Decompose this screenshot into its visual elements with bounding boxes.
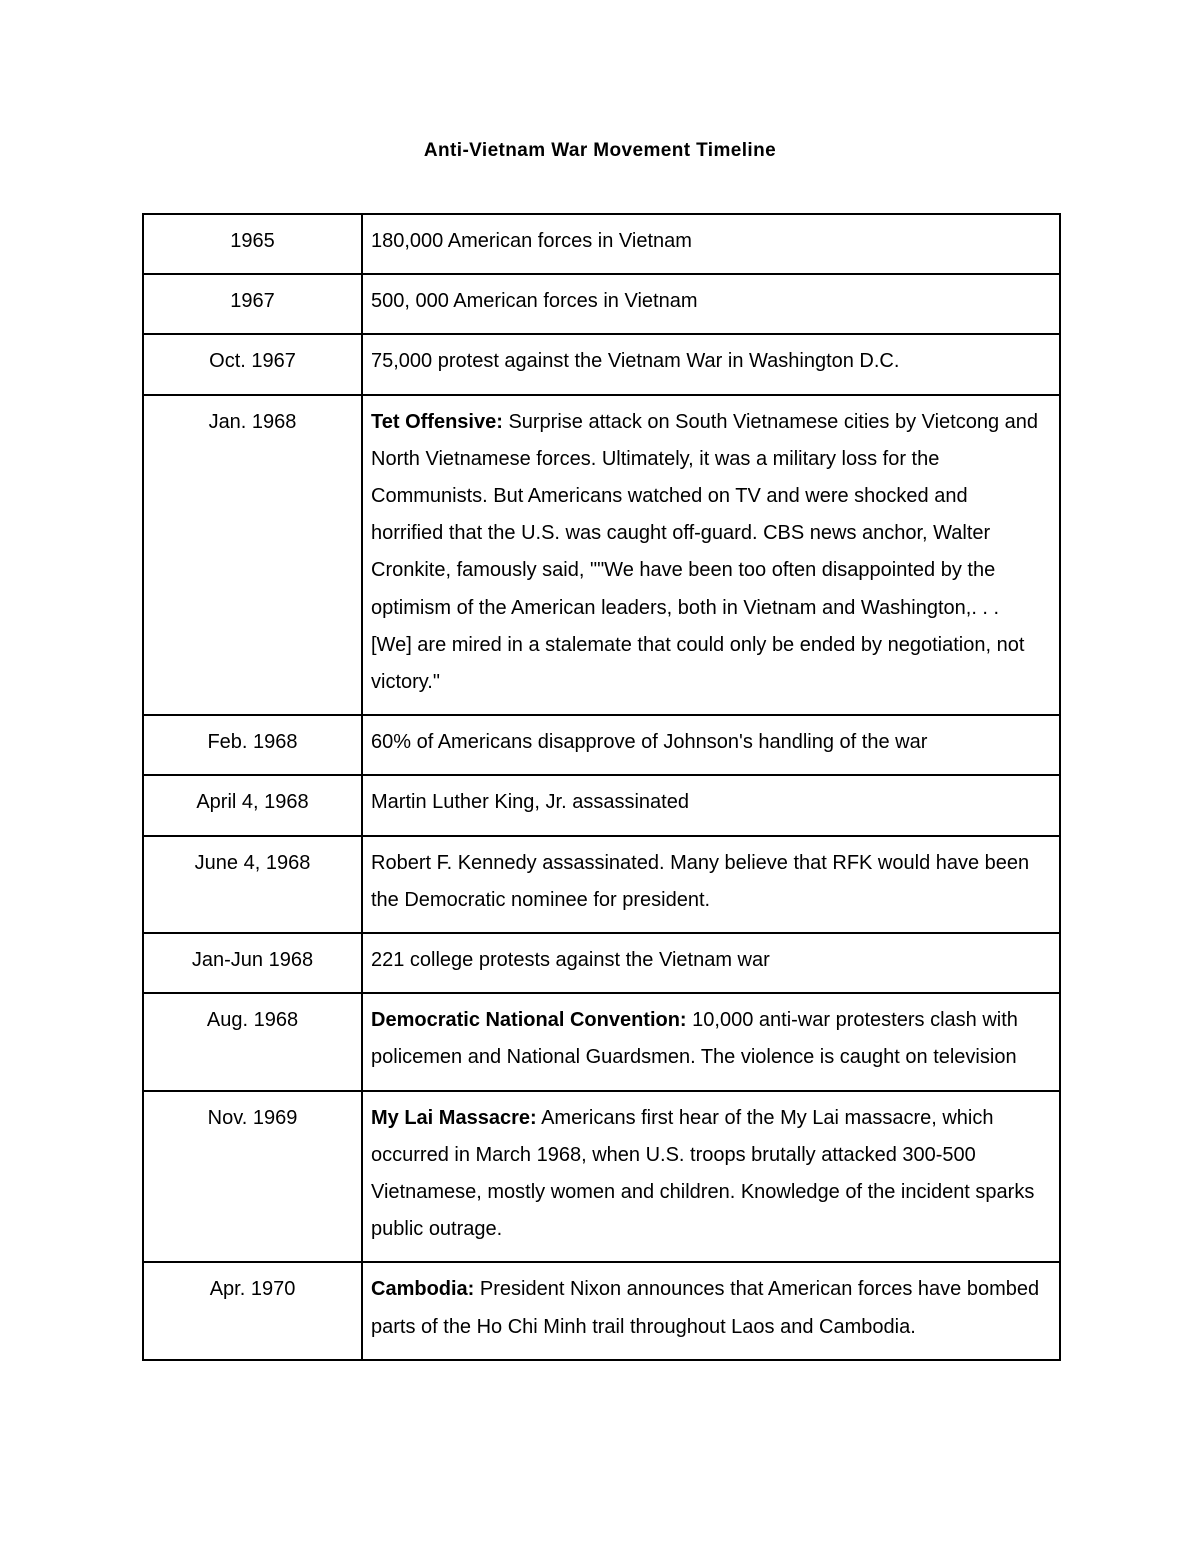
event-description: Americans first hear of the My Lai massacre, which occurred in March 1968, when U.S. troops brutally attacked 300-500 Vietnamese, mostly women and children. Knowledge of the incident sparks public outrage. [371,1106,1035,1241]
event-description: Surprise attack on South Vietnamese cities by Vietcong and North Vietnamese forces. Ultimately, it was a military loss for the Communists. But Americans watched on TV and were shocked and horrified that the U.S. was caught off-guard. CBS news anchor, Walter Cronkite, famously said, ""We have been too often disappointed by the optimism of the American leaders, both in Vietnam and Washington,. . . [We] are mired in a stalemate that could only be ended by negotiation, not victory." [371,410,1039,694]
page-title: Anti-Vietnam War Movement Timeline [423,140,777,161]
event-description: Robert F. Kennedy assassinated. Many believe that RFK would have been the Democratic nominee for president. [371,851,1030,911]
event-heading: Cambodia: [371,1278,475,1301]
date-cell: Jan. 1968 [143,395,362,716]
table-row [143,274,1060,334]
date-cell: April 4, 1968 [143,775,362,835]
table-row [143,1262,1060,1359]
table-row [143,214,1060,274]
date-cell: Apr. 1970 [143,1262,362,1359]
timeline-body [143,214,1060,1360]
table-row [143,395,1060,716]
event-description: President Nixon announces that American forces have bombed parts of the Ho Chi Minh trail throughout Laos and Cambodia. [371,1278,1040,1338]
event-heading: Democratic National Convention: [371,1009,687,1032]
event-cell [362,214,1060,274]
event-cell [362,1262,1060,1359]
event-cell [362,775,1060,835]
timeline-table [142,213,1061,1361]
date-cell: 1967 [143,274,362,334]
event-cell [362,395,1060,716]
event-cell [362,933,1060,993]
date-cell: Nov. 1969 [143,1091,362,1263]
date-cell: Oct. 1967 [143,334,362,394]
event-heading: Tet Offensive: [371,410,503,433]
date-cell: Feb. 1968 [143,715,362,775]
date-cell: Jan-Jun 1968 [143,933,362,993]
event-cell [362,715,1060,775]
event-cell [362,274,1060,334]
date-cell: 1965 [143,214,362,274]
date-cell: Aug. 1968 [143,993,362,1090]
event-heading: My Lai Massacre: [371,1106,537,1129]
event-description: 75,000 protest against the Vietnam War in Washington D.C. [371,350,900,373]
event-cell [362,993,1060,1090]
event-description: 10,000 anti-war protesters clash with policemen and National Guardsmen. The violence is caught on television [371,1009,1018,1069]
event-description: 221 college protests against the Vietnam war [371,949,770,972]
event-cell [362,334,1060,394]
table-row [143,715,1060,775]
date-cell: June 4, 1968 [143,836,362,933]
table-row [143,1091,1060,1263]
table-row [143,933,1060,993]
event-cell [362,1091,1060,1263]
event-description: 60% of Americans disapprove of Johnson's handling of the war [371,731,928,754]
event-cell [362,836,1060,933]
event-description: Martin Luther King, Jr. assassinated [371,791,689,814]
event-description: 180,000 American forces in Vietnam [371,230,692,252]
table-row [143,836,1060,933]
table-row [143,993,1060,1090]
event-description: 500, 000 American forces in Vietnam [371,290,698,313]
table-row [143,334,1060,394]
table-row [143,775,1060,835]
